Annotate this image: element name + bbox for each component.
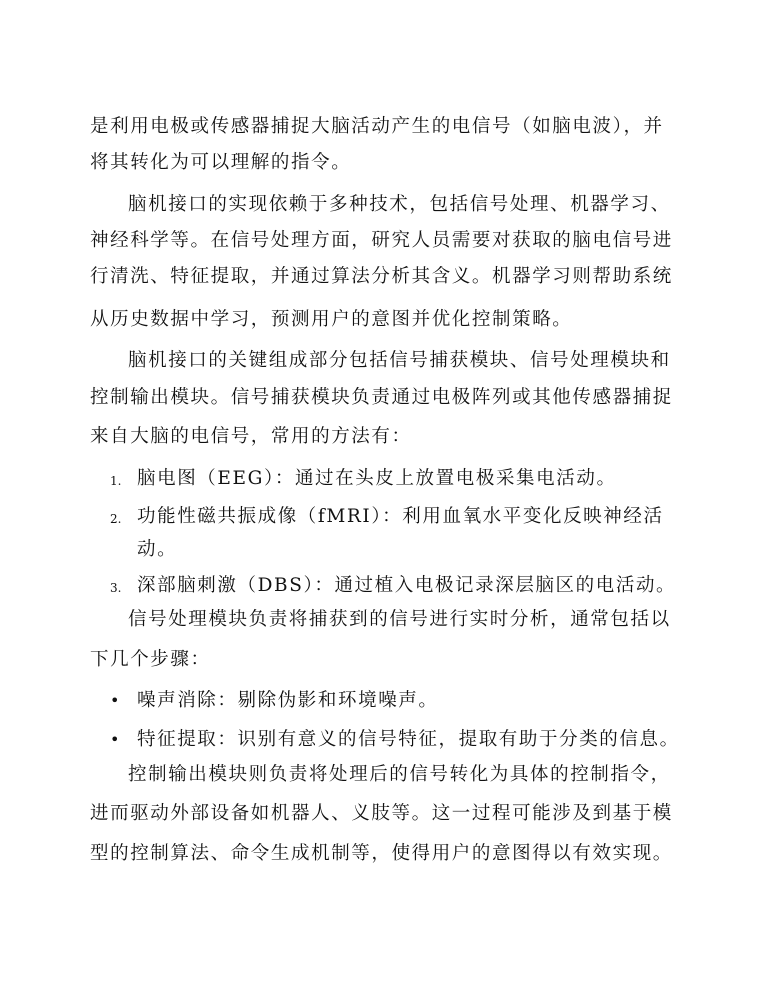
- list-number-1: 1.: [110, 474, 122, 488]
- paragraph-5-line-2: 进而驱动外部设备如机器人、义肢等。这一过程可能涉及到基于模: [90, 803, 673, 824]
- numbered-item-3: 深部脑刺激（DBS）：通过植入电极记录深层脑区的电活动。: [137, 575, 677, 596]
- paragraph-5-line-3: 型的控制算法、命令生成机制等，使得用户的意图得以有效实现。: [90, 843, 673, 864]
- paragraph-3-line-3: 来自大脑的电信号，常用的方法有：: [90, 426, 412, 447]
- paragraph-1-line-1: 是利用电极或传感器捕捉大脑活动产生的电信号（如脑电波），并: [90, 116, 664, 137]
- list-number-2: 2.: [110, 512, 122, 526]
- paragraph-3-line-1: 脑机接口的关键组成部分包括信号捕获模块、信号处理模块和: [128, 350, 671, 371]
- paragraph-2-line-4: 从历史数据中学习，预测用户的意图并优化控制策略。: [90, 309, 573, 330]
- list-number-3: 3.: [110, 581, 122, 595]
- paragraph-2-line-3: 行清洗、特征提取，并通过算法分析其含义。机器学习则帮助系统: [90, 266, 673, 287]
- numbered-item-1: 脑电图（EEG）：通过在头皮上放置电极采集电活动。: [137, 468, 617, 489]
- paragraph-5-line-1: 控制输出模块则负责将处理后的信号转化为具体的控制指令，: [128, 764, 671, 785]
- paragraph-1-line-2: 将其转化为可以理解的指令。: [90, 152, 352, 173]
- bullet-icon: •: [110, 691, 120, 710]
- numbered-item-2-line-1: 功能性磁共振成像（fMRI）：利用血氧水平变化反映神经活: [137, 506, 664, 527]
- bullet-item-1: 噪声消除：剔除伪影和环境噪声。: [137, 690, 439, 711]
- bullet-item-2: 特征提取：识别有意义的信号特征，提取有助于分类的信息。: [137, 729, 680, 750]
- paragraph-4-line-2: 下几个步骤：: [90, 649, 211, 670]
- paragraph-4-line-1: 信号处理模块负责将捕获到的信号进行实时分析，通常包括以: [128, 609, 671, 630]
- paragraph-2-line-1: 脑机接口的实现依赖于多种技术，包括信号处理、机器学习、: [128, 194, 671, 215]
- bullet-icon: •: [110, 730, 120, 749]
- paragraph-2-line-2: 神经科学等。在信号处理方面，研究人员需要对获取的脑电信号进: [90, 230, 673, 251]
- paragraph-3-line-2: 控制输出模块。信号捕获模块负责通过电极阵列或其他传感器捕捉: [90, 387, 673, 408]
- numbered-item-2-line-2: 动。: [137, 539, 178, 560]
